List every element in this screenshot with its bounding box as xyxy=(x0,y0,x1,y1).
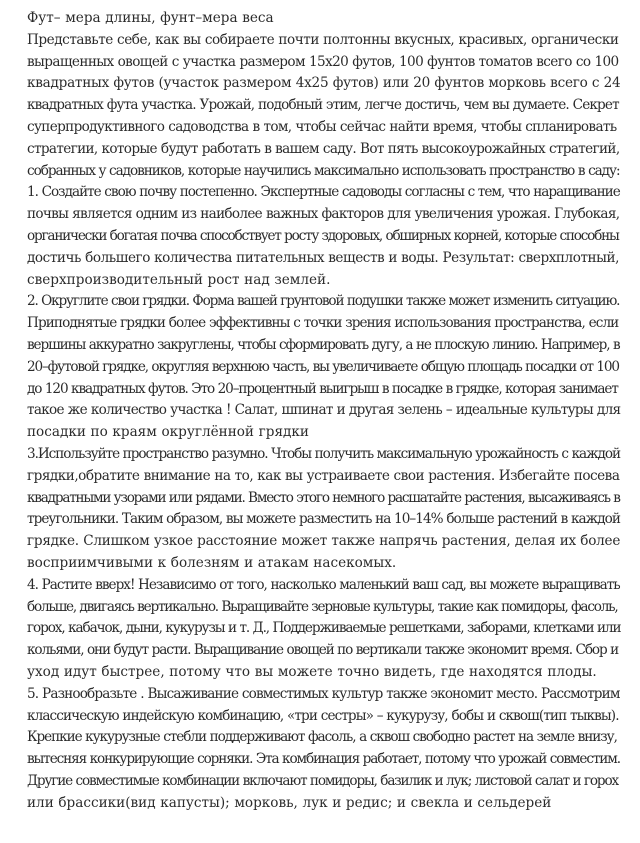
text-line: вытесняя конкурирующие сорняки. Эта комбинация работает, потому что урожай совместим. xyxy=(27,751,620,768)
text-line: почвы является одним из наиболее важных факторов для увеличения урожая. Глубокая, xyxy=(27,206,620,223)
document-body xyxy=(27,30,620,815)
text-line: грядке. Слишком узкое расстояние может также напрячь растения, делая их более xyxy=(27,533,621,550)
text-line: 20–футовой грядке, округляя верхнюю часть, вы увеличиваете общую площадь посадки от 100 xyxy=(27,358,619,375)
text-line: восприимчивыми к болезням и атакам насекомых. xyxy=(27,554,397,571)
text-line: классическую индейскую комбинацию, «три сестры» – кукурузу, бобы и сквош(тип тыквы). xyxy=(27,707,619,724)
text-line: уход идут быстрее, потому что вы можете точно видеть, где находятся плоды. xyxy=(27,663,597,680)
text-line: квадратных футов (участок размером 4x25 футов) или 20 фунтов морковь всего с 24 xyxy=(27,75,621,92)
text-line: 5. Разнообразьте . Высаживание совместимых культур также экономит место. Рассмотрим xyxy=(27,685,620,702)
document-title: Фут– мера длины, фунт–мера веса xyxy=(27,10,274,26)
text-line: больше, двигаясь вертикально. Выращивайте зерновые культуры, такие как помидоры, фасоль, xyxy=(27,598,618,615)
text-line: 1. Создайте свою почву постепенно. Экспертные садоводы согласны с тем, что наращивание xyxy=(27,184,620,201)
text-line: сверхпроизводительный рост над землей. xyxy=(27,271,331,288)
text-line: Представьте себе, как вы собираете почти полтонны вкусных, красивых, органически xyxy=(27,31,619,48)
text-line: 4. Растите вверх! Независимо от того, насколько маленький ваш сад, вы можете выращивать xyxy=(27,576,620,593)
text-line: треугольники. Таким образом, вы можете разместить на 10–14% больше растений в каждой xyxy=(27,511,621,528)
text-line: такое же количество участка ! Салат, шпинат и другая зелень – идеальные культуры для xyxy=(27,402,621,419)
text-line: кольями, они будут расти. Выращивание овощей по вертикали также экономит время. Сбор и xyxy=(27,642,619,659)
text-line: Другие совместимые комбинации включают помидоры, базилик и лук; листовой салат и горох xyxy=(27,772,619,789)
text-line: вершины аккуратно закруглены, чтобы сформировать дугу, а не плоскую линию. Например, в xyxy=(27,336,620,353)
text-line: 3.Используйте пространство разумно. Чтобы получить максимальную урожайность с каждой xyxy=(27,445,620,462)
text-line: органически богатая почва способствует росту здоровых, обширных корней, которые способны xyxy=(27,227,619,244)
text-line: стратегии, которые будут работать в вашем саду. Вот пять высокоурожайных стратегий, xyxy=(27,140,620,157)
text-line: квадратными узорами или рядами. Вместо этого немного расшатайте растения, высаживаясь в xyxy=(27,489,620,506)
text-line: собранных у садовников, которые научились максимально использовать пространство в саду: xyxy=(27,162,620,179)
text-line: или брассики(вид капусты); морковь, лук и редис; и свекла и сельдерей xyxy=(27,794,552,811)
text-line: достичь большего количества питательных веществ и воды. Результат: сверхплотный, xyxy=(27,249,619,266)
text-line: Приподнятые грядки более эффективны с точки зрения использования пространства, если xyxy=(27,315,619,332)
text-line: суперпродуктивного садоводства в том, чтобы сейчас найти время, чтобы спланировать xyxy=(27,118,617,135)
text-line: горох, кабачок, дыни, кукурузы и т. Д., Поддерживаемые решетками, заборами, клетками или xyxy=(27,620,621,637)
text-line: посадки по краям округлённой грядки xyxy=(27,424,309,441)
text-line: Крепкие кукурузные стебли поддерживают фасоль, а сквош свободно растет на земле внизу, xyxy=(27,729,617,746)
text-line: выращенных овощей с участка размером 15x20 футов, 100 фунтов томатов всего со 100 xyxy=(27,53,619,70)
text-line: квадратных фута участка. Урожай, подобный этим, легче достичь, чем вы думаете. Секрет xyxy=(27,97,619,114)
text-line: 2. Округлите свои грядки. Форма вашей грунтовой подушки также может изменить ситуацию. xyxy=(27,293,620,310)
text-line: до 120 квадратных футов. Это 20–процентный выигрыш в посадке в грядке, которая занимает xyxy=(27,380,618,397)
text-line: грядки,обратите внимание на то, как вы устраиваете свои растения. Избегайте посева xyxy=(27,467,620,484)
